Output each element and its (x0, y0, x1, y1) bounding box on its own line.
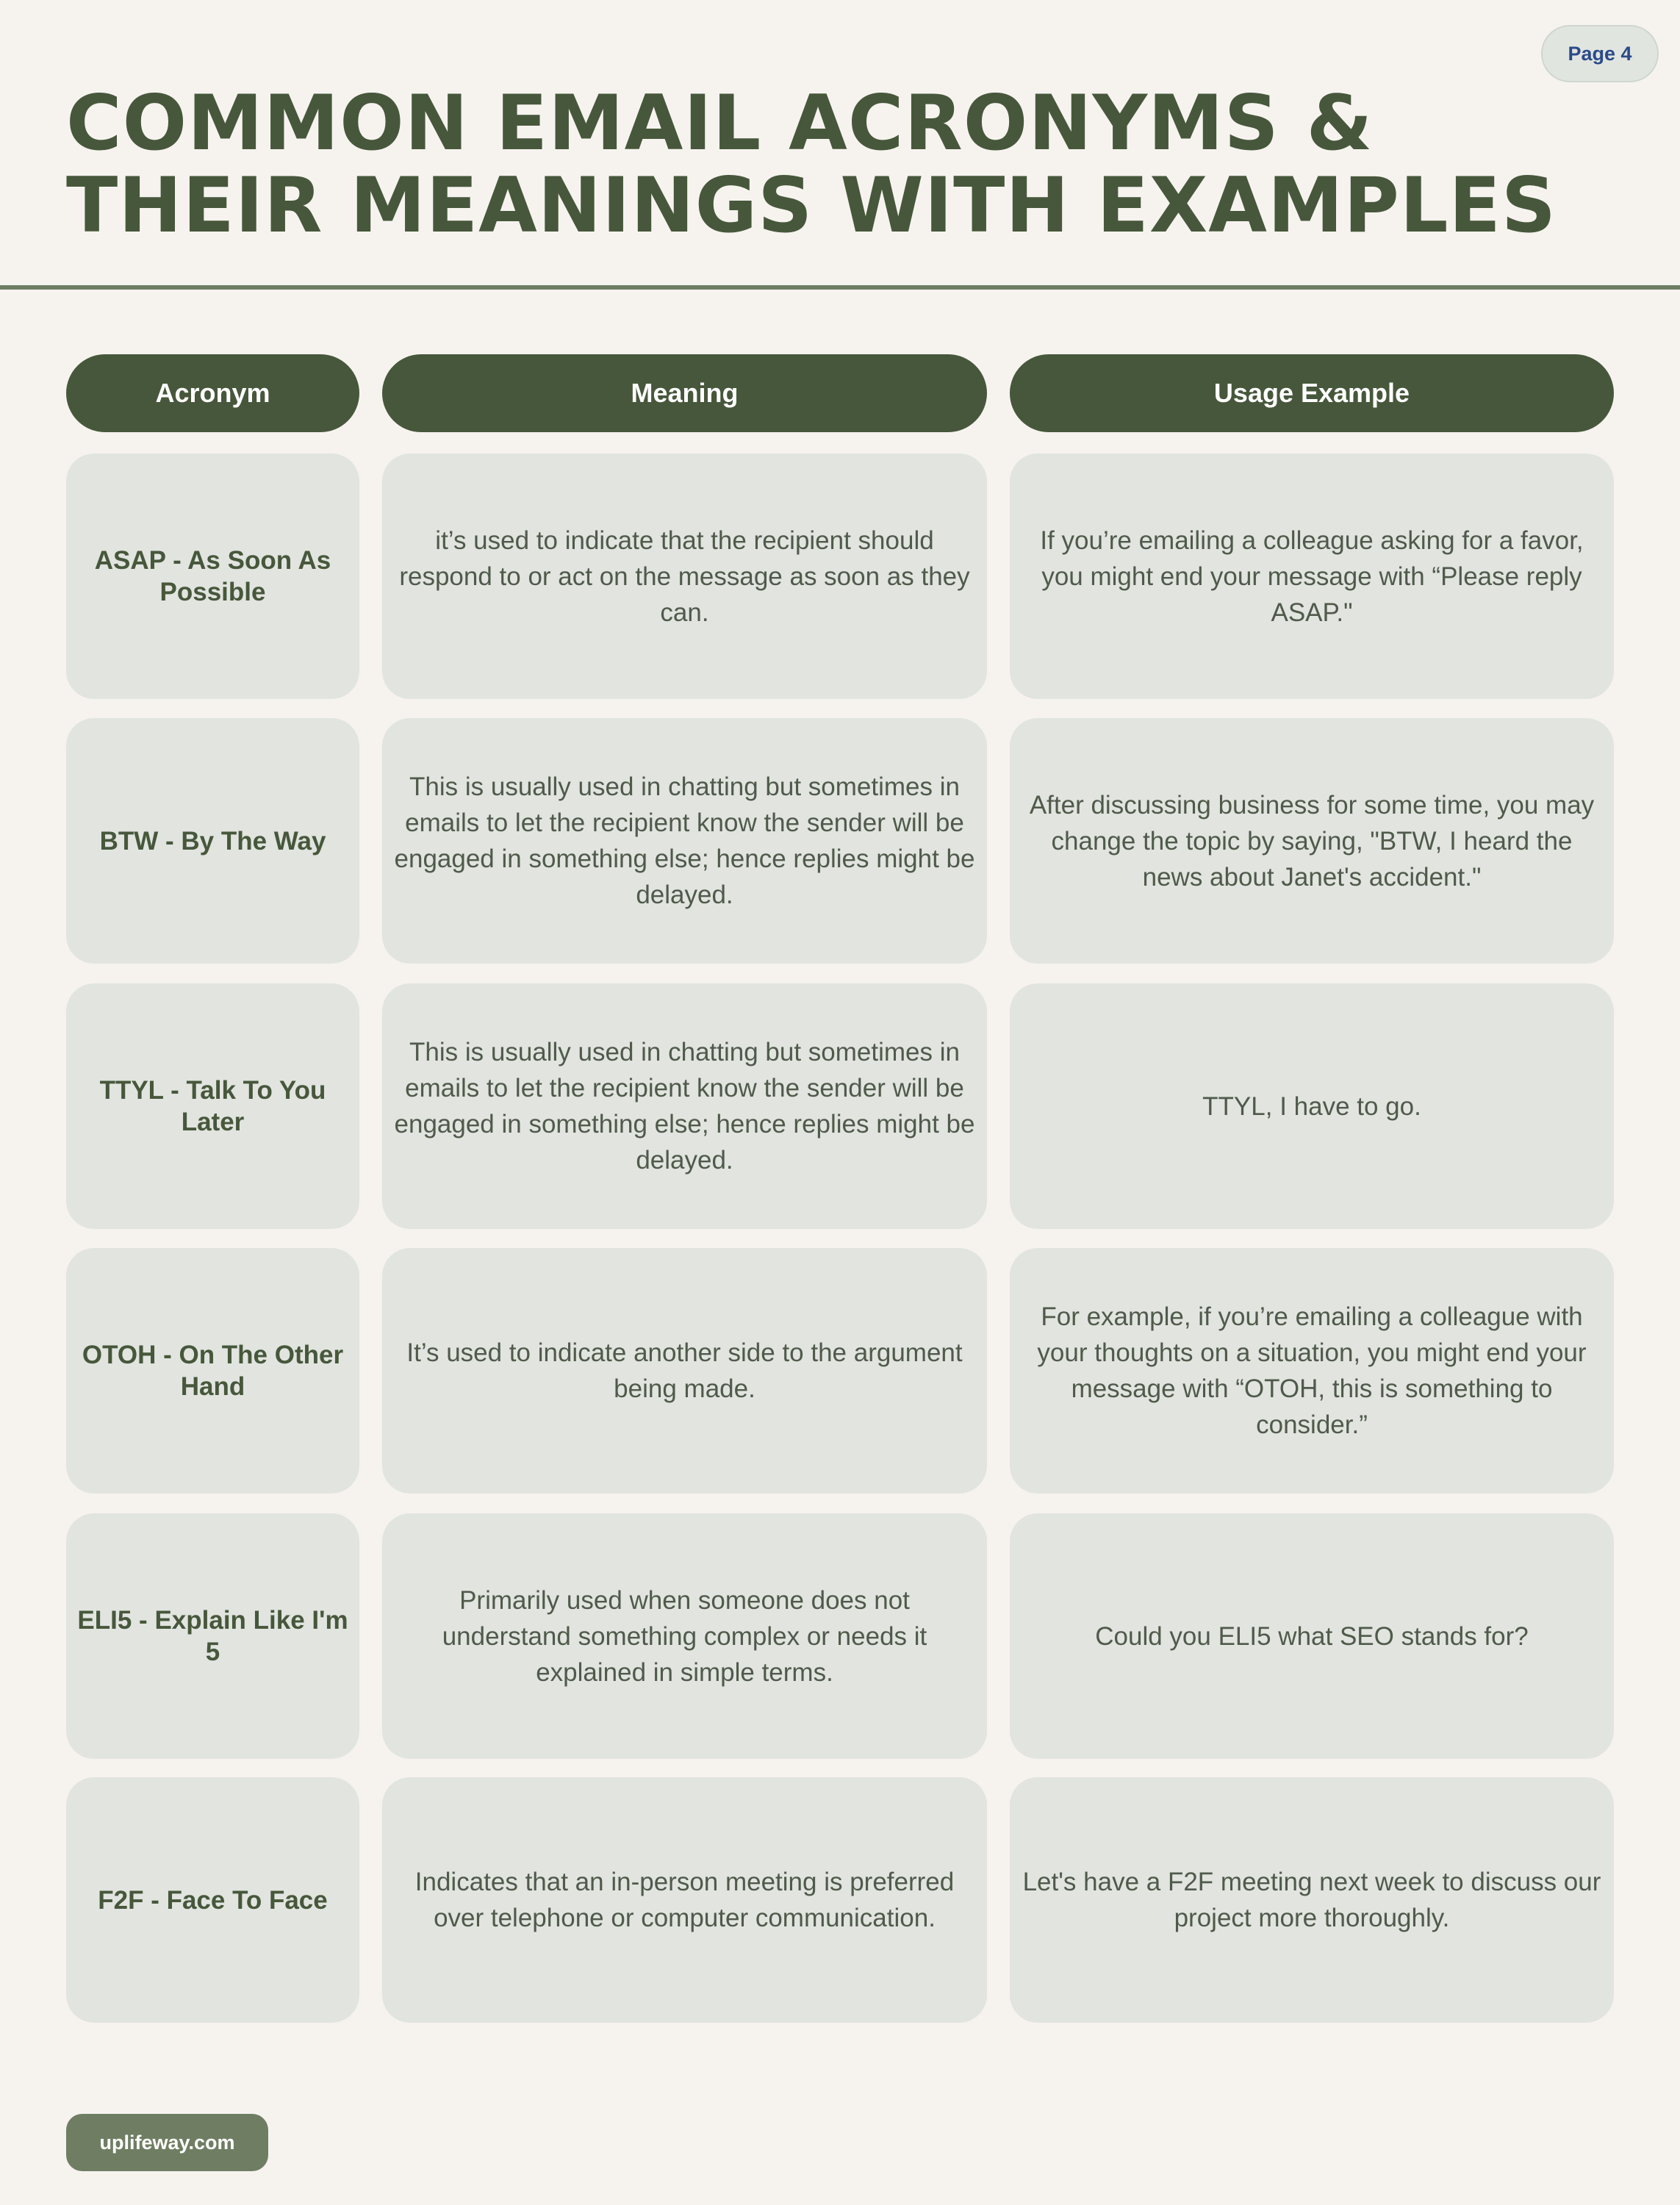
example-text: Could you ELI5 what SEO stands for? (1095, 1621, 1529, 1651)
meaning-text: This is usually used in chatting but sometimes in emails to let the recipient know the sender will be engaged in something else; hence replies might be delayed. (394, 1038, 975, 1175)
example-text: If you’re emailing a colleague asking for a favor, you might end your message with “Please reply ASAP." (1040, 526, 1584, 627)
example-cell (1010, 453, 1614, 699)
example-cell (1010, 1248, 1614, 1494)
acronym-text: ASAP - As Soon As Possible (94, 546, 331, 606)
acronym-text: OTOH - On The Other Hand (82, 1341, 344, 1401)
page-title-line-2: THEIR MEANINGS WITH EXAMPLES (66, 162, 1557, 250)
acronym-text: F2F - Face To Face (98, 1885, 328, 1915)
meaning-text: This is usually used in chatting but sometimes in emails to let the recipient know the sender will be engaged in something else; hence replies might be delayed. (394, 772, 975, 909)
example-cell (1010, 1513, 1614, 1759)
acronym-text: BTW - By The Way (99, 826, 326, 856)
meaning-cell (382, 1513, 987, 1759)
meaning-text: It’s used to indicate another side to the argument being made. (406, 1338, 963, 1403)
page-title (66, 79, 1609, 250)
meaning-text: Primarily used when someone does not understand something complex or needs it explained in simple terms. (442, 1585, 927, 1687)
example-cell (1010, 718, 1614, 964)
meaning-text: Indicates that an in-person meeting is preferred over telephone or computer communication. (414, 1868, 955, 1932)
example-text: After discussing business for some time, you may change the topic by saying, "BTW, I heard the news about Janet's accident." (1029, 790, 1595, 892)
meaning-cell (382, 1248, 987, 1494)
page-number-badge: Page 4 (1541, 25, 1659, 82)
example-text: Let's have a F2F meeting next week to discuss our project more thoroughly. (1022, 1868, 1601, 1932)
footer-site-badge: uplifeway.com (66, 2114, 268, 2171)
page-title-line-1: COMMON EMAIL ACRONYMS & (66, 79, 1374, 168)
acronym-cell (66, 1248, 359, 1494)
meaning-text: it’s used to indicate that the recipient should respond to or act on the message as soon as they can. (399, 526, 970, 627)
acronym-text: TTYL - Talk To You Later (99, 1076, 326, 1136)
header-divider (0, 285, 1680, 290)
acronym-text: ELI5 - Explain Like I'm 5 (77, 1606, 348, 1666)
meaning-cell (382, 453, 987, 699)
acronym-cell (66, 453, 359, 699)
acronym-cell (66, 1513, 359, 1759)
meaning-cell (382, 983, 987, 1229)
meaning-cell (382, 1777, 987, 2023)
example-cell (1010, 1777, 1614, 2023)
acronym-cell (66, 1777, 359, 2023)
column-header-acronym: Acronym (66, 354, 359, 432)
column-header-meaning: Meaning (382, 354, 987, 432)
example-text: For example, if you’re emailing a colleague with your thoughts on a situation, you might end your message with “OTOH, this is something to consider.” (1037, 1302, 1587, 1439)
acronym-cell (66, 983, 359, 1229)
acronym-cell (66, 718, 359, 964)
column-header-usage-example: Usage Example (1010, 354, 1614, 432)
example-text: TTYL, I have to go. (1202, 1091, 1421, 1121)
example-cell (1010, 983, 1614, 1229)
meaning-cell (382, 718, 987, 964)
